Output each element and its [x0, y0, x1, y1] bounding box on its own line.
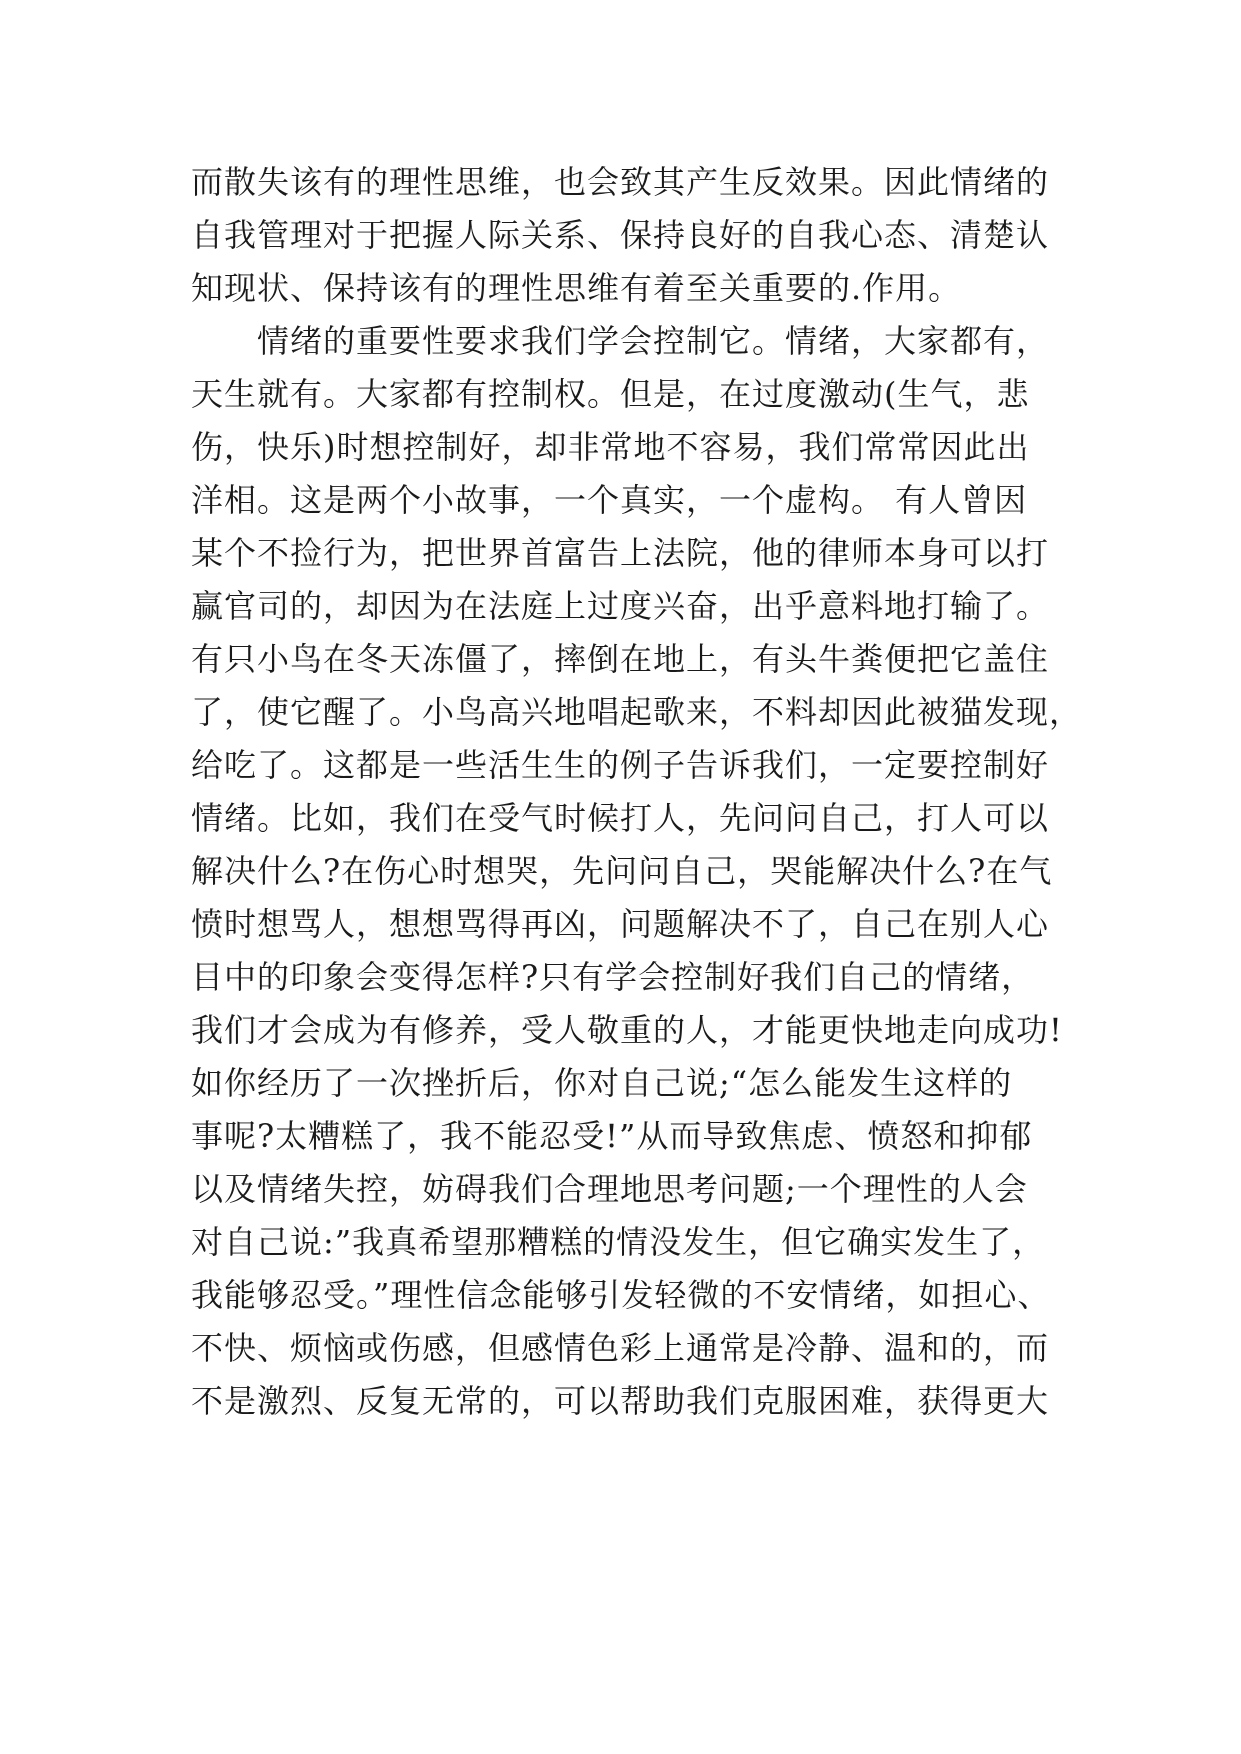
text-line: 天生就有。大家都有控制权。但是，在过度激动(生气，悲: [191, 375, 1030, 413]
text-line: 而散失该有的理性思维，也会致其产生反效果。因此情绪的: [191, 163, 1050, 201]
text-line: 以及情绪失控，妨碍我们合理地思考问题;一个理性的人会: [191, 1170, 1028, 1208]
text-line: 愤时想骂人，想想骂得再凶，问题解决不了，自己在别人心: [191, 905, 1050, 943]
text-line: 目中的印象会变得怎样?只有学会控制好我们自己的情绪，: [191, 958, 1035, 996]
text-line: 知现状、保持该有的理性思维有着至关重要的.作用。: [191, 269, 962, 307]
text-line: 不快、烦恼或伤感，但感情色彩上通常是冷静、温和的，而: [191, 1329, 1050, 1367]
text-line: 某个不捡行为，把世界首富告上法院，他的律师本身可以打: [191, 534, 1050, 572]
text-line: 情绪。比如，我们在受气时候打人，先问问自己，打人可以: [191, 799, 1050, 837]
body-text: [191, 156, 1091, 1428]
text-line: 如你经历了一次挫折后，你对自己说;“怎么能发生这样的: [191, 1064, 1013, 1102]
text-line: 有只小鸟在冬天冻僵了，摔倒在地上，有头牛粪便把它盖住: [191, 640, 1050, 678]
text-line: 我们才会成为有修养，受人敬重的人，才能更快地走向成功!: [191, 1011, 1063, 1049]
text-line: 对自己说:”我真希望那糟糕的情没发生，但它确实发生了，: [191, 1223, 1046, 1261]
text-line: 事呢?太糟糕了，我不能忍受!”从而导致焦虑、愤怒和抑郁: [191, 1117, 1033, 1155]
text-line: 赢官司的，却因为在法庭上过度兴奋，出乎意料地打输了。: [191, 587, 1050, 625]
text-line: 不是激烈、反复无常的，可以帮助我们克服困难，获得更大: [191, 1382, 1050, 1420]
text-line: 了，使它醒了。小鸟高兴地唱起歌来，不料却因此被猫发现，: [191, 693, 1083, 731]
text-line: 伤，快乐)时想控制好，却非常地不容易，我们常常因此出: [191, 428, 1030, 466]
text-line: 自我管理对于把握人际关系、保持良好的自我心态、清楚认: [191, 216, 1050, 254]
text-line: 洋相。这是两个小故事，一个真实，一个虚构。 有人曾因: [191, 481, 1028, 519]
text-line: 给吃了。这都是一些活生生的例子告诉我们，一定要控制好: [191, 746, 1050, 784]
paragraph-first-line: 情绪的重要性要求我们学会控制它。情绪，大家都有，: [257, 322, 1050, 360]
text-line: 我能够忍受。”理性信念能够引发轻微的不安情绪，如担心、: [191, 1276, 1051, 1314]
text-line: 解决什么?在伤心时想哭，先问问自己，哭能解决什么?在气: [191, 852, 1053, 890]
